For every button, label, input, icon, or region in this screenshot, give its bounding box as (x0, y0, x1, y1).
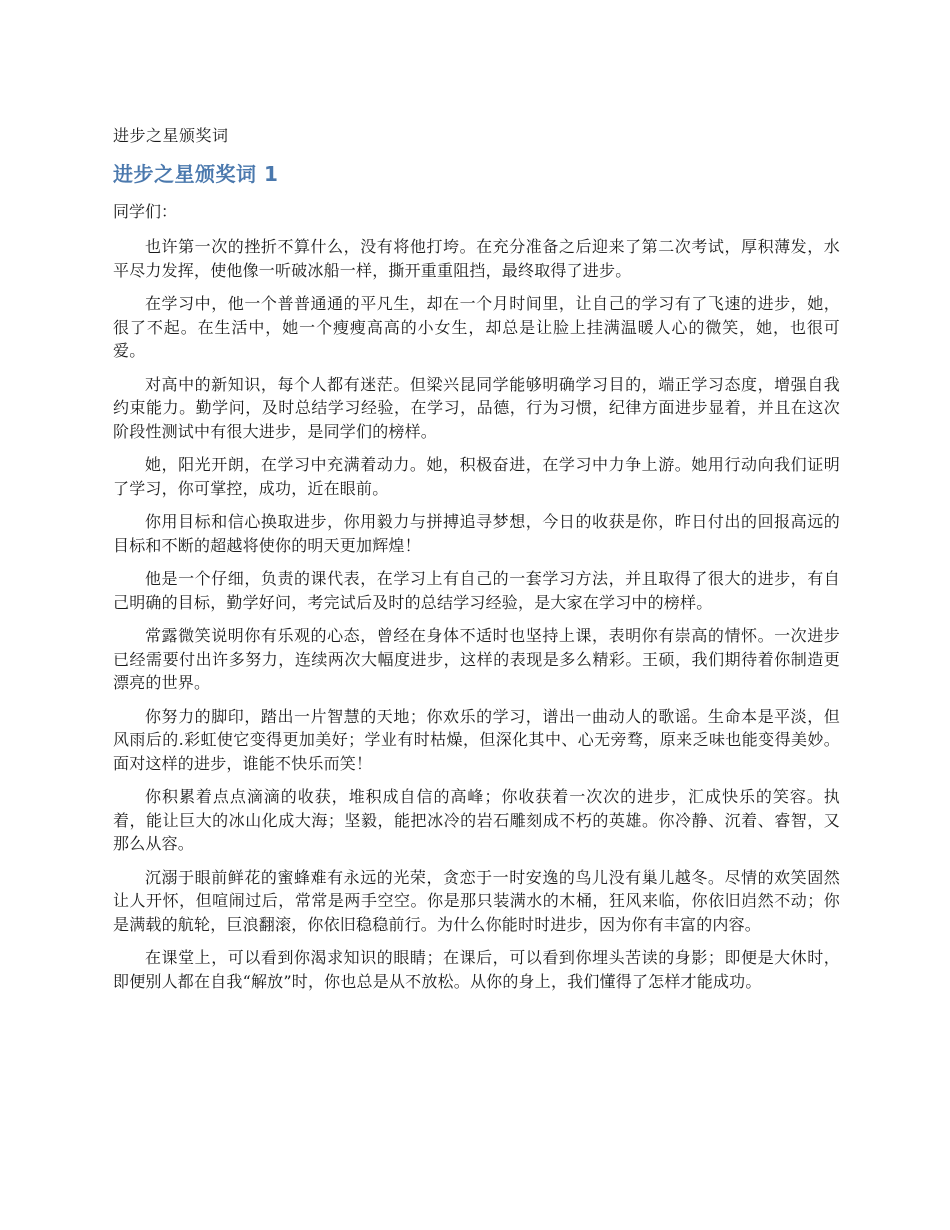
section-heading: 进步之星颁奖词 1 (113, 162, 279, 186)
paragraph: 你积累着点点滴滴的收获，堆积成自信的高峰；你收获着一次次的进步，汇成快乐的笑容。执着，能让巨大的冰山化成大海；坚毅，能把冰冷的岩石雕刻成不朽的英雄。你冷静、沉着、睿智，又那么从容。 (113, 787, 840, 853)
paragraph: 他是一个仔细，负责的课代表，在学习上有自己的一套学习方法，并且取得了很大的进步，有自己明确的目标，勤学好问，考完试后及时的总结学习经验，是大家在学习中的榜样。 (113, 569, 840, 612)
document-title: 进步之星颁奖词 (113, 126, 229, 145)
paragraph: 在学习中，他一个普普通通的平凡生，却在一个月时间里，让自己的学习有了飞速的进步，她，很了不起。在生活中，她一个瘦瘦高高的小女生，却总是让脸上挂满温暖人心的微笑，她，也很可爱。 (113, 294, 840, 360)
document-page (113, 125, 840, 1003)
paragraph: 你用目标和信心换取进步，你用毅力与拼搏追寻梦想，今日的收获是你，昨日付出的回报高远的目标和不断的超越将使你的明天更加辉煌！ (113, 512, 840, 555)
paragraph: 对高中的新知识，每个人都有迷茫。但梁兴昆同学能够明确学习目的，端正学习态度，增强自我约束能力。勤学问，及时总结学习经验，在学习，品德，行为习惯，纪律方面进步显着，并且在这次阶段性测试中有很大进步，是同学们的榜样。 (113, 374, 840, 441)
paragraph: 在课堂上，可以看到你渴求知识的眼睛；在课后，可以看到你埋头苦读的身影；即便是大休时，即便别人都在自我“解放”时，你也总是从不放松。从你的身上，我们懂得了怎样才能成功。 (113, 948, 840, 991)
paragraph: 你努力的脚印，踏出一片智慧的天地；你欢乐的学习，谱出一曲动人的歌谣。生命本是平淡，但风雨后的.彩虹使它变得更加美好；学业有时枯燥，但深化其中、心无旁骛，原来乏味也能变得美妙。面对这样的进步，谁能不快乐而笑！ (113, 706, 840, 773)
paragraph: 也许第一次的挫折不算什么，没有将他打垮。在充分准备之后迎来了第二次考试，厚积薄发，水平尽力发挥，使他像一听破冰船一样，撕开重重阻挡，最终取得了进步。 (113, 237, 840, 280)
salutation: 同学们： (113, 202, 178, 221)
paragraph: 她，阳光开朗，在学习中充满着动力。她，积极奋进，在学习中力争上游。她用行动向我们证明了学习，你可掌控，成功，近在眼前。 (113, 455, 840, 498)
paragraph: 沉溺于眼前鲜花的蜜蜂难有永远的光荣，贪恋于一时安逸的鸟儿没有巢儿越冬。尽情的欢笑固然让人开怀，但喧闹过后，常常是两手空空。你是那只装满水的木桶，狂风来临，你依旧岿然不动；你是满载的航轮，巨浪翻滚，你依旧稳稳前行。为什么你能时时进步，因为你有丰富的内容。 (113, 867, 840, 934)
paragraph: 常露微笑说明你有乐观的心态，曾经在身体不适时也坚持上课，表明你有崇高的情怀。一次进步已经需要付出许多努力，连续两次大幅度进步，这样的表现是多么精彩。王硕，我们期待着你制造更漂亮的世界。 (113, 626, 840, 692)
